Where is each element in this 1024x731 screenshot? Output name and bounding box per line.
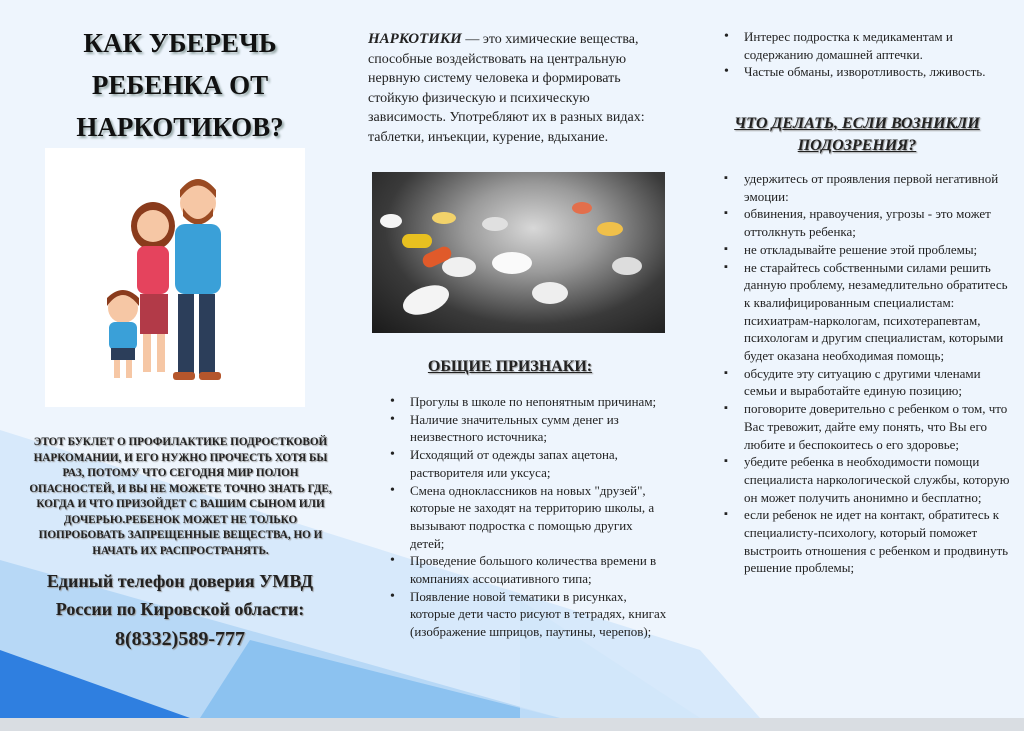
what-to-do-list: [722, 170, 1012, 577]
drugs-definition: [368, 30, 668, 147]
title-line: НАРКОТИКОВ?: [76, 112, 284, 142]
list-item: • Частые обманы, изворотливость, лживость.: [722, 63, 1007, 81]
booklet-description: ЭТОТ БУКЛЕТ О ПРОФИЛАКТИКЕ ПОДРОСТКОВОЙ НАРКОМАНИИ, И ЕГО НУЖНО ПРОЧЕСТЬ ХОТЯ БЫ РАЗ, ПОТОМУ ЧТО СЕГОДНЯ МИР ПОЛОН ОПАСНОСТЕЙ, И ВЫ НЕ МОЖЕТЕ ТОЧНО ЗНАТЬ ГДЕ, КОГДА И ЧТО ПРИЗОЙДЕТ С ВАШИМ СЫНОМ ИЛИ ДОЧЕРЬЮ.РЕБЕНОК МОЖЕТ НЕ ТОЛЬКО ПОПРОБОВАТЬ ЗАПРЕЩЕННЫЕ ВЕЩЕСТВА, НО И НАЧАТЬ ИХ РАСПРОСТРАНЯТЬ.: [29, 436, 332, 557]
cover-title: [20, 22, 340, 148]
list-item: ▪ убедите ребенка в необходимости помощи специалиста наркологической службы, которую он может получить анонимно и бесплатно;: [722, 453, 1012, 506]
list-item: ▪ обсудите эту ситуацию с другими членами семьи и выработайте единую позицию;: [722, 365, 1012, 400]
definition-text: — это химические вещества, способные воздействовать на центральную нервную систему человека и формировать стойкую физическую и психическую зависимость. Употребляют их в разных видах: таблетки, инъекции, курение, вдыхание.: [368, 32, 645, 145]
list-item: • Прогулы в школе по непонятным причинам;: [388, 393, 668, 411]
hotline-phone: 8(8332)589-777: [115, 628, 245, 650]
more-signs-list: [722, 28, 1007, 81]
list-item: ▪ поговорите доверительно с ребенком о том, что Вас тревожит, дайте ему понять, что Вы его любите и беспокоитесь о его здоровье;: [722, 400, 1012, 453]
window-bottom-bar: [0, 718, 1024, 731]
title-line: КАК УБЕРЕЧЬ: [83, 28, 277, 58]
list-item: ▪ если ребенок не идет на контакт, обратитесь к специалисту-психологу, который поможет выстроить отношения с ребенком и продвинуть решение проблемы;: [722, 506, 1012, 577]
what-to-do-heading: ЧТО ДЕЛАТЬ, ЕСЛИ ВОЗНИКЛИ ПОДОЗРЕНИЯ?: [734, 115, 980, 154]
general-signs-heading: ОБЩИЕ ПРИЗНАКИ:: [427, 358, 593, 375]
list-item: • Смена одноклассников на новых "друзей", которые не заходят на территорию школы, а вызывают подростка с помощью других детей;: [388, 482, 668, 553]
family-illustration: [45, 148, 305, 407]
pills-photo: [372, 172, 665, 333]
list-item: ▪ не откладывайте решение этой проблемы;: [722, 241, 1012, 259]
list-item: • Наличие значительных сумм денег из неизвестного источника;: [388, 411, 668, 446]
title-line: РЕБЕНКА ОТ: [91, 70, 269, 100]
list-item: • Проведение большого количества времени в компаниях ассоциативного типа;: [388, 552, 668, 587]
list-item: ▪ удержитесь от проявления первой негативной эмоции:: [722, 170, 1012, 205]
general-signs-list: [388, 393, 668, 641]
list-item: • Появление новой тематики в рисунках, которые дети часто рисуют в тетрадях, книгах (изображение шприцов, паутины, черепов);: [388, 588, 668, 641]
list-item: ▪ не старайтесь собственными силами решить данную проблему, незамедлительно обратитесь к квалифицированным специалистам: психиатрам-наркологам, психотерапевтам, психологам и другим специалистам, которыми будет оказана необходимая помощь;: [722, 259, 1012, 365]
list-item: • Исходящий от одежды запах ацетона, растворителя или уксуса;: [388, 446, 668, 481]
list-item: ▪ обвинения, нравоучения, угрозы - это может оттолкнуть ребенка;: [722, 205, 1012, 240]
definition-term: НАРКОТИКИ: [368, 31, 462, 47]
list-item: • Интерес подростка к медикаментам и содержанию домашней аптечки.: [722, 28, 1007, 63]
hotline-label: Единый телефон доверия УМВД России по Кировской области:: [46, 571, 314, 619]
